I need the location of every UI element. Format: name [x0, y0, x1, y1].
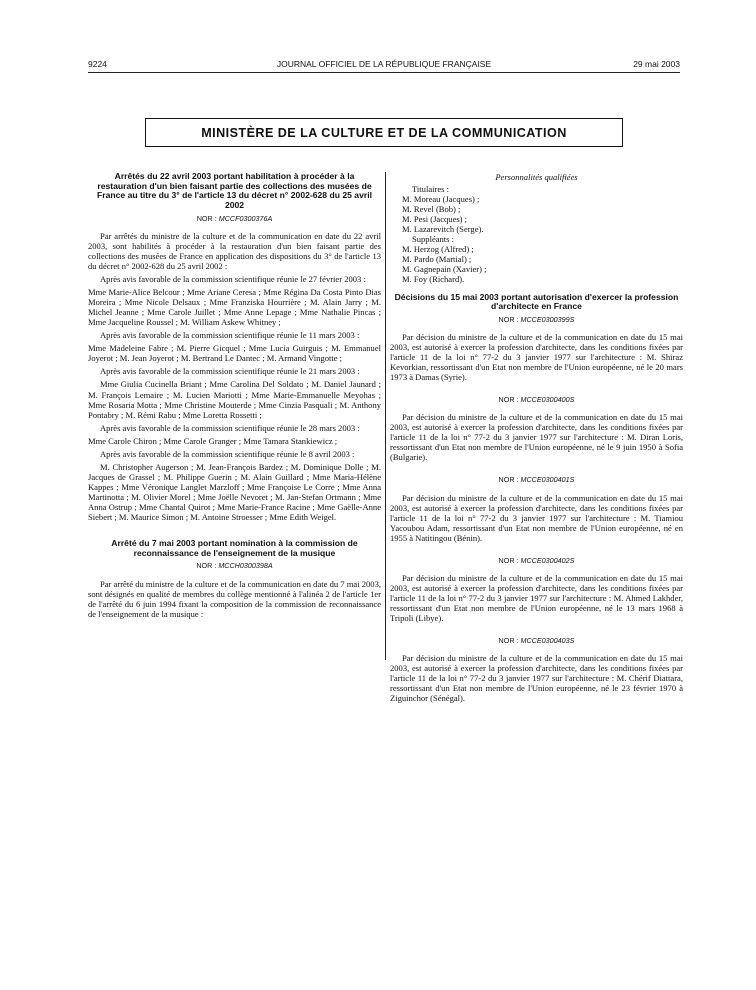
commission-heading: Après avis favorable de la commission scientifique réunie le 21 mars 2003 :	[100, 366, 360, 377]
nor-code: MCCF0300376A	[218, 213, 273, 223]
ministry-title: MINISTÈRE DE LA CULTURE ET DE LA COMMUNICATION	[201, 125, 567, 140]
decision-text: Par décision du ministre de la culture et de la communication en date du 15 mai 2003, est autorisé à exercer la profession d'architecte, dans les conditions fixées par l'article 11 de la loi n° 77-2 du 3 janvier 1977 sur l'architecture : M. Tiamiou Yacoubou Adam, ressortissant d'un Etat non membre de l'Union européenne, né en 1955 à Natitingou (Bénin).	[390, 492, 683, 543]
nor-reference	[390, 395, 683, 405]
nor-code: MCCE0300402S	[520, 555, 575, 565]
nor-reference	[390, 636, 683, 646]
commission-heading: Après avis favorable de la commission scientifique réunie le 27 février 2003 :	[100, 274, 366, 285]
nor-label: NOR :	[196, 213, 217, 223]
member-line: M. Gagnepain (Xavier) ;	[402, 264, 487, 275]
running-header	[88, 59, 680, 71]
nor-reference	[88, 214, 381, 224]
column-divider	[385, 172, 386, 660]
names-list: Mme Giulia Cucinella Briant ; Mme Carolina Del Soldato ; M. Daniel Jaunard ; M. François Lemaire ; M. Lucien Mariotti ; Mme Marie-Emmanuelle Meyohas ; Mme Rosaria Motta ; Mme Christine Mouterde ; Mme Cinzia Pasquali ; M. Anthony Pontabry ; M. Rémi Rabu ; Mme Loretta Rossetti ;	[88, 379, 381, 420]
nor-label: NOR :	[196, 561, 217, 571]
nor-reference	[390, 475, 683, 485]
member-line: M. Moreau (Jacques) ;	[402, 194, 480, 205]
decision-text: Par décision du ministre de la culture et de la communication en date du 15 mai 2003, est autorisé à exercer la profession d'architecte, dans les conditions fixées par l'article 11 de la loi n° 77-2 du 3 janvier 1977 sur l'architecture : M. Chérif Diattara, ressortissant d'un Etat non membre de l'Union européenne, né le 23 février 1970 à Ziguinchor (Sénégal).	[390, 653, 683, 704]
nor-reference	[88, 561, 381, 571]
nor-reference	[390, 556, 683, 566]
right-column	[390, 172, 683, 706]
names-list: Mme Carole Chiron ; Mme Carole Granger ; Mme Tamara Stankiewicz ;	[88, 435, 338, 446]
nor-label: NOR :	[498, 636, 519, 646]
names-list: Mme Marie-Alice Belcour ; Mme Ariane Ceresa ; Mme Régina Da Costa Pinto Dias Moreira ; Mme Nicole Delsaux ; Mme Franziska Hourrière ; M. Alain Jarry ; M. Michel Jeanne ; Mme Carole Juillet ; Mme Anne Lepage ; Mme Nathalie Pincas ; Mme Jacqueline Roussel ; M. William Askew Whitney ;	[88, 287, 381, 328]
decision-text: Par décision du ministre de la culture et de la communication en date du 15 mai 2003, est autorisé à exercer la profession d'architecte, dans les conditions fixées par l'article 11 de la loi n° 77-2 du 3 janvier 1977 sur l'architecture : M. Ahmed Lakhder, ressortissant d'un Etat non membre de l'Union européenne, né le 13 mars 1968 à Tripoli (Libye).	[390, 572, 683, 623]
decision-text: Par décision du ministre de la culture et de la communication en date du 15 mai 2003, est autorisé à exercer la profession d'architecte, dans les conditions fixées par l'article 11 de la loi n° 77-2 du 3 janvier 1977 sur l'architecture : M. Diran Loris, ressortissant d'un Etat non membre de l'Union européenne, né le 9 juin 1950 à Sofia (Bulgarie).	[390, 412, 683, 463]
left-column	[88, 172, 381, 622]
ministry-banner	[145, 118, 623, 147]
nor-code: MCCE0300401S	[520, 475, 575, 485]
page-number: 9224	[88, 59, 107, 69]
commission-heading: Après avis favorable de la commission scientifique réunie le 28 mars 2003 :	[100, 422, 360, 433]
nor-code: MCCE0300403S	[520, 636, 575, 646]
nor-code: MCCE0300400S	[520, 395, 575, 405]
article-title-architect-decisions: Décisions du 15 mai 2003 portant autorisation d'exercer la profession d'architecte en France	[394, 291, 679, 312]
article-intro: Par arrêté du ministre de la culture et de la communication en date du 7 mai 2003, sont désignés en qualité de membres du collège mentionné à l'alinéa 2 de l'article 1er de l'arrêté du 6 juin 1994 fixant la composition de la commission de reconnaissance de l'enseignement de la musique :	[88, 578, 381, 619]
nor-code: MCCE0300399S	[520, 314, 575, 324]
commission-heading: Après avis favorable de la commission scientifique réunie le 11 mars 2003 :	[100, 330, 360, 341]
member-line: M. Revel (Bob) ;	[402, 204, 461, 215]
journal-title: JOURNAL OFFICIEL DE LA RÉPUBLIQUE FRANÇAISE	[276, 59, 492, 69]
decision-text: Par décision du ministre de la culture et de la communication en date du 15 mai 2003, est autorisé à exercer la profession d'architecte, dans les conditions fixées par l'article 11 de la loi n° 77-2 du 3 janvier 1977 sur l'architecture : M. Shiraz Kevorkian, ressortissant d'un Etat non membre de l'Union européenne, né le 20 mars 1973 à Damas (Syrie).	[390, 331, 683, 383]
header-rule	[88, 72, 680, 73]
nor-label: NOR :	[498, 395, 519, 405]
member-line: M. Pesi (Jacques) ;	[402, 214, 468, 225]
nor-label: NOR :	[498, 555, 519, 565]
issue-date: 29 mai 2003	[633, 59, 680, 69]
article-intro: Par arrêtés du ministre de la culture et de la communication en date du 22 avril 2003, sont habilités à procéder à la restauration d'un bien faisant partie des collections des musées de France en application des dispositions du 3° de l'article 13 du décret n° 2002-628 du 25 avril 2002 :	[88, 230, 381, 271]
member-line: M. Lazarevitch (Serge).	[402, 224, 484, 235]
nor-label: NOR :	[498, 314, 519, 324]
member-line: M. Foy (Richard).	[402, 274, 465, 285]
qualified-persons-heading: Personnalités qualifiées	[495, 172, 578, 182]
suppleants-label: Suppléants :	[412, 234, 455, 245]
nor-code: MCCH0300398A	[218, 561, 273, 571]
member-line: M. Pardo (Martial) ;	[402, 254, 472, 265]
titulaires-label: Titulaires :	[412, 184, 449, 195]
article-title-restoration: Arrêtés du 22 avril 2003 portant habilitation à procéder à la restauration d'un bien faisant partie des collections des musées de France au titre du 3° de l'article 13 du décret n° 2002-628 du 25 avril 2002	[97, 171, 372, 211]
names-list: M. Christopher Augerson ; M. Jean-François Bardez ; M. Dominique Dolle ; M. Jacques de Grassel ; M. Philippe Guerin ; M. Alain Guillard ; Mme Maria-Hélène Kappes ; Mme Véronique Langlet Marzloff ; Mme Françoise Le Corre ; Mme Anna Martinotta ; M. Olivier Morel ; Mme Joëlle Nevoret ; M. Jan-Stefan Ortmann ; Mme Anna Ostrup ; Mme Chantal Quirot ; Mme Marie-France Racine ; Mme Gaëlle-Anne Siebert ; M. Maurice Simon ; M. Antoine Stroesser ; Mme Edith Weigel.	[88, 461, 381, 523]
commission-heading: Après avis favorable de la commission scientifique réunie le 8 avril 2003 :	[100, 448, 355, 459]
member-line: M. Herzog (Alfred) ;	[402, 244, 474, 255]
nor-reference	[390, 315, 683, 325]
nor-label: NOR :	[498, 475, 519, 485]
article-title-music-commission: Arrêté du 7 mai 2003 portant nomination à la commission de reconnaissance de l'enseignement de la musique	[111, 538, 358, 558]
names-list: Mme Madeleine Fabre ; M. Pierre Gicquel ; Mme Lucia Guirguis ; M. Emmanuel Joyerot ; M. Jean Joyerot ; M. Bertrand Le Dantec ; M. Armand Vingotte ;	[88, 343, 381, 364]
